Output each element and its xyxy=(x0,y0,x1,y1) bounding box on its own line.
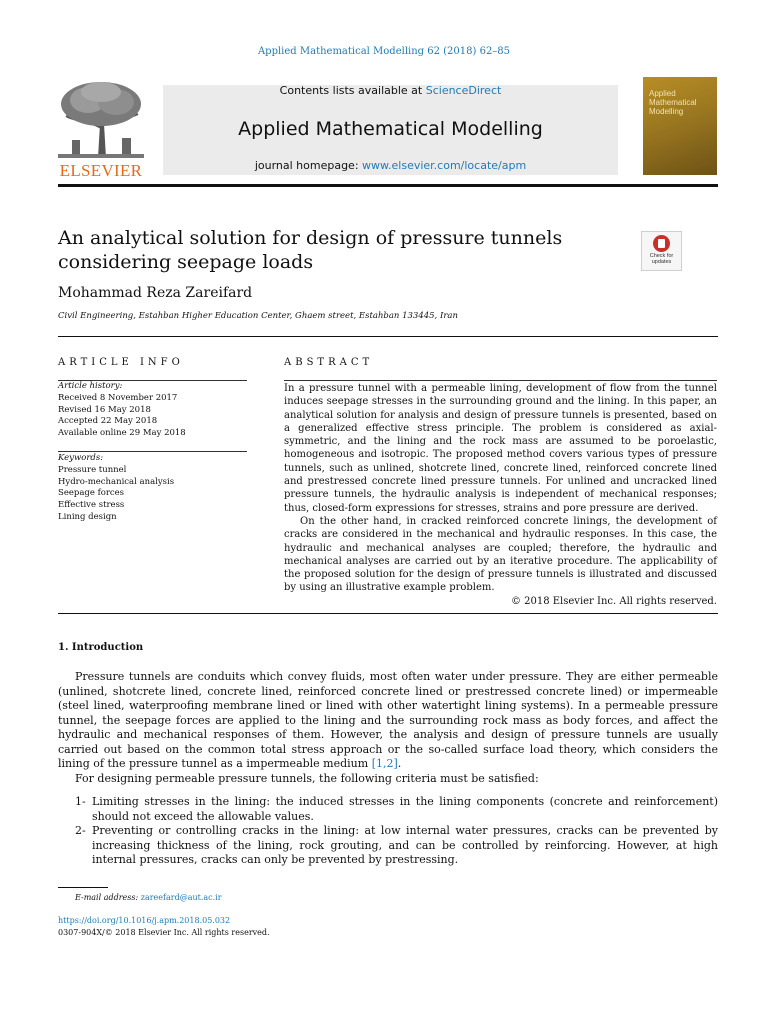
issn-copyright: 0307-904X/© 2018 Elsevier Inc. All rights reserved. xyxy=(58,928,270,937)
section-divider xyxy=(58,336,718,337)
article-info-heading: ARTICLE INFO xyxy=(58,357,184,368)
introduction-heading: 1. Introduction xyxy=(58,642,144,653)
journal-homepage-link[interactable]: www.elsevier.com/locate/apm xyxy=(362,159,527,172)
check-updates-icon xyxy=(653,235,670,252)
history-item: Available online 29 May 2018 xyxy=(58,428,186,439)
article-history: Article history: Received 8 November 2017 Revised 16 May 2018 Accepted 22 May 2018 Available online 29 May 2018 xyxy=(58,381,248,440)
abstract-paragraph: On the other hand, in cracked reinforced concrete linings, the development of cracks are considered in the mechanical and hydraulic responses. In this case, the hydraulic and mechanical analyses are coupled; therefore, the hydraulic and mechanical analyses are carried out by an iterative procedure. The applicability of the proposed solution for the design of pressure tunnels is illustrated and discussed by using an illustrative example problem. xyxy=(284,515,717,594)
journal-masthead xyxy=(163,85,618,175)
criteria-list xyxy=(58,795,718,868)
history-item: Revised 16 May 2018 xyxy=(58,404,151,415)
check-for-updates-button[interactable]: Check for updates xyxy=(641,231,682,271)
abstract-body xyxy=(284,382,717,608)
keyword: Effective stress xyxy=(58,500,125,511)
introduction-body xyxy=(58,670,718,786)
elsevier-tree-icon xyxy=(58,80,144,158)
body-paragraph: Pressure tunnels are conduits which convey fluids, most often water under pressure. They are either permeable (unlined, shotcrete lined, concrete lined, reinforced concrete lined or prestressed concrete lined) or impermeable (steel lined, waterproofing membrane lined or lined with other watertight lining systems). In a permeable pressure tunnel, the seepage forces are applied to the lining and the surrounding rock mass as body forces, and affect the hydraulic and mechanical responses of them. However, the analysis and design of pressure tunnels are usually carried out based on the common total stress approach or the so-called surface load theory, which considers the lining of the pressure tunnel as a impermeable medium [1,2]. xyxy=(58,670,718,770)
journal-title: Applied Mathematical Modelling xyxy=(238,118,543,140)
doi[interactable] xyxy=(58,916,230,925)
info-divider xyxy=(58,451,247,452)
journal-cover-image[interactable] xyxy=(643,77,717,175)
contents-line: Contents lists available at ScienceDirect xyxy=(279,84,502,97)
keyword: Seepage forces xyxy=(58,488,125,499)
citation-link[interactable]: [1,2] xyxy=(371,757,398,770)
elsevier-logo xyxy=(58,80,144,180)
email-link[interactable]: zareefard@aut.ac.ir xyxy=(140,893,222,902)
body-paragraph: For designing permeable pressure tunnels, the following criteria must be satisfied: xyxy=(75,771,539,785)
corresponding-email: E-mail address: zareefard@aut.ac.ir xyxy=(75,893,222,902)
abstract-heading: ABSTRACT xyxy=(284,357,374,368)
keywords-list: Keywords: Pressure tunnel Hydro-mechanical analysis Seepage forces Effective stress Lining design xyxy=(58,453,248,524)
list-item: 1- Limiting stresses in the lining: the induced stresses in the lining components (concrete and reinforcement) should not exceed the allowable values. xyxy=(75,795,718,823)
sciencedirect-link[interactable]: ScienceDirect xyxy=(425,84,502,97)
keyword: Pressure tunnel xyxy=(58,464,127,475)
author-name[interactable]: Mohammad Reza Zareifard xyxy=(58,285,253,301)
elsevier-wordmark: ELSEVIER xyxy=(59,161,143,180)
homepage-line: journal homepage: www.elsevier.com/locate/apm xyxy=(254,159,527,172)
footnote-divider xyxy=(58,887,108,888)
history-item: Accepted 22 May 2018 xyxy=(58,416,158,427)
section-divider xyxy=(58,613,718,614)
cover-title: Applied Mathematical Modelling xyxy=(649,89,697,116)
article-title: An analytical solution for design of pressure tunnels considering seepage loads xyxy=(58,227,563,273)
abstract-copyright: © 2018 Elsevier Inc. All rights reserved. xyxy=(510,595,717,607)
journal-reference[interactable] xyxy=(0,46,768,57)
header-divider xyxy=(58,184,718,187)
keyword: Hydro-mechanical analysis xyxy=(58,476,175,487)
author-affiliation: Civil Engineering, Estahban Higher Education Center, Ghaem street, Estahban 133445, Iran xyxy=(58,311,458,321)
journal-reference-link[interactable]: Applied Mathematical Modelling 62 (2018) 62–85 xyxy=(257,46,511,57)
list-item: 2- Preventing or controlling cracks in the lining: at low internal water pressures, cracks can be prevented by increasing thickness of the lining, rock grouting, and can be controlled by reinforcing. However, at high internal pressures, cracks can only be prevented by prestressing. xyxy=(75,824,718,866)
doi-link[interactable]: https://doi.org/10.1016/j.apm.2018.05.032 xyxy=(58,916,231,925)
abstract-divider xyxy=(284,380,717,381)
abstract-paragraph: In a pressure tunnel with a permeable lining, development of flow from the tunnel induces seepage stresses in the surrounding ground and the lining. In this paper, an analytical solution for analysis and design of pressure tunnels is presented, based on a generalized effective stress principle. The problem is considered as axial-symmetric, and the lining and the rock mass are assumed to be poroelastic, homogeneous and isotropic. The proposed method covers various types of pressure tunnels, such as unlined, shotcrete lined, concrete lined, reinforced concrete lined and prestressed concrete lined pressure tunnels. For unlined and uncracked lined pressure tunnels, the hydraulic analysis is independent of mechanical responses; thus, closed-form expressions for stresses, strains and pore pressure are derived. xyxy=(284,383,717,514)
history-item: Received 8 November 2017 xyxy=(58,392,178,403)
keyword: Lining design xyxy=(58,511,117,522)
